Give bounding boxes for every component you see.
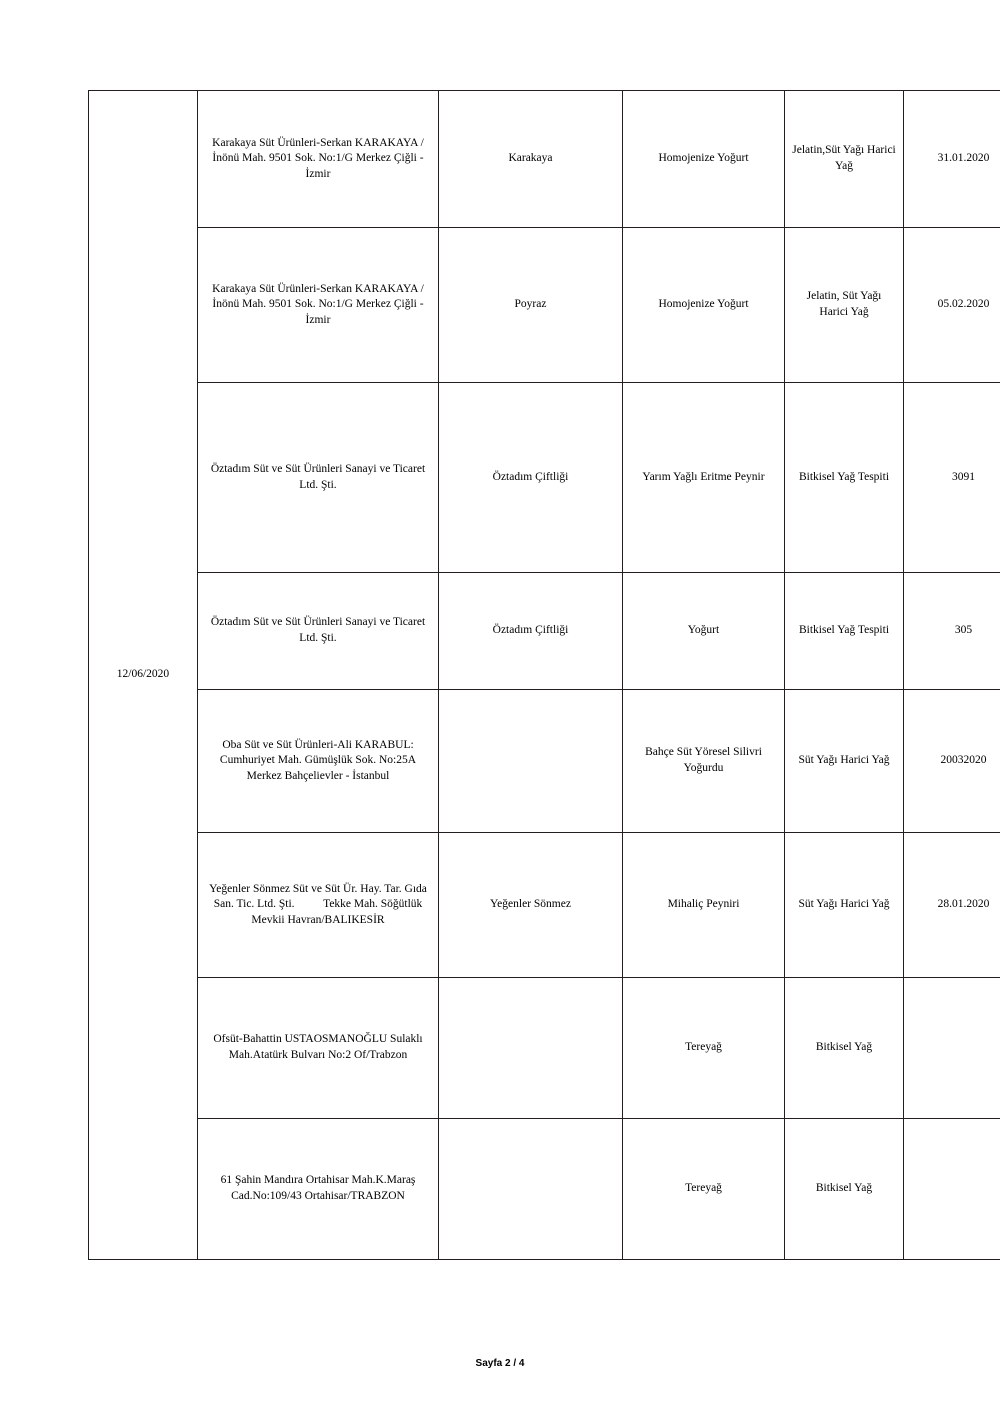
brand-cell: Öztadım Çiftliği <box>439 573 623 690</box>
code-cell: 31.01.2020 <box>904 91 1000 228</box>
brand-cell: Öztadım Çiftliği <box>439 383 623 573</box>
firm-cell: Karakaya Süt Ürünleri-Serkan KARAKAYA / İnönü Mah. 9501 Sok. No:1/G Merkez Çiğli - İzmir <box>198 228 439 383</box>
analysis-cell: Bitkisel Yağ <box>785 1119 904 1260</box>
analysis-cell: Süt Yağı Harici Yağ <box>785 833 904 978</box>
code-cell <box>904 978 1000 1119</box>
code-cell: 305 <box>904 573 1000 690</box>
table-row <box>89 573 1000 690</box>
product-cell: Tereyağ <box>623 1119 785 1260</box>
brand-cell: Poyraz <box>439 228 623 383</box>
table-row <box>89 1119 1000 1260</box>
brand-cell <box>439 978 623 1119</box>
brand-cell: Karakaya <box>439 91 623 228</box>
firm-cell: Oba Süt ve Süt Ürünleri-Ali KARABUL: Cumhuriyet Mah. Gümüşlük Sok. No:25A Merkez Bahçelievler - İstanbul <box>198 690 439 833</box>
code-cell <box>904 1119 1000 1260</box>
analysis-cell: Jelatin,Süt Yağı Harici Yağ <box>785 91 904 228</box>
analysis-cell: Jelatin, Süt Yağı Harici Yağ <box>785 228 904 383</box>
firm-cell: Yeğenler Sönmez Süt ve Süt Ür. Hay. Tar. Gıda San. Tic. Ltd. Şti. Tekke Mah. Söğütlük Mevkii Havran/BALIKESİR <box>198 833 439 978</box>
date-cell: 12/06/2020 <box>89 91 198 1260</box>
product-cell: Homojenize Yoğurt <box>623 228 785 383</box>
table-row <box>89 228 1000 383</box>
product-cell: Mihaliç Peyniri <box>623 833 785 978</box>
brand-cell: Yeğenler Sönmez <box>439 833 623 978</box>
table-row <box>89 978 1000 1119</box>
product-cell: Homojenize Yoğurt <box>623 91 785 228</box>
page-footer: Sayfa 2 / 4 <box>475 1358 525 1369</box>
analysis-cell: Bitkisel Yağ Tespiti <box>785 573 904 690</box>
recall-table-container <box>88 90 990 1260</box>
product-cell: Yoğurt <box>623 573 785 690</box>
code-cell: 28.01.2020 <box>904 833 1000 978</box>
product-cell: Tereyağ <box>623 978 785 1119</box>
analysis-cell: Bitkisel Yağ <box>785 978 904 1119</box>
firm-cell: Karakaya Süt Ürünleri-Serkan KARAKAYA / İnönü Mah. 9501 Sok. No:1/G Merkez Çiğli - İzmir <box>198 91 439 228</box>
analysis-cell: Bitkisel Yağ Tespiti <box>785 383 904 573</box>
code-cell: 3091 <box>904 383 1000 573</box>
table-row <box>89 383 1000 573</box>
product-cell: Yarım Yağlı Eritme Peynir <box>623 383 785 573</box>
recall-table <box>88 90 1000 1260</box>
brand-cell <box>439 1119 623 1260</box>
code-cell: 20032020 <box>904 690 1000 833</box>
table-row <box>89 690 1000 833</box>
code-cell: 05.02.2020 <box>904 228 1000 383</box>
product-cell: Bahçe Süt Yöresel Silivri Yoğurdu <box>623 690 785 833</box>
analysis-cell: Süt Yağı Harici Yağ <box>785 690 904 833</box>
table-row <box>89 833 1000 978</box>
brand-cell <box>439 690 623 833</box>
firm-cell: 61 Şahin Mandıra Ortahisar Mah.K.Maraş Cad.No:109/43 Ortahisar/TRABZON <box>198 1119 439 1260</box>
firm-cell: Ofsüt-Bahattin USTAOSMANOĞLU Sulaklı Mah.Atatürk Bulvarı No:2 Of/Trabzon <box>198 978 439 1119</box>
firm-cell: Öztadım Süt ve Süt Ürünleri Sanayi ve Ticaret Ltd. Şti. <box>198 573 439 690</box>
firm-cell: Öztadım Süt ve Süt Ürünleri Sanayi ve Ticaret Ltd. Şti. <box>198 383 439 573</box>
table-row <box>89 91 1000 228</box>
